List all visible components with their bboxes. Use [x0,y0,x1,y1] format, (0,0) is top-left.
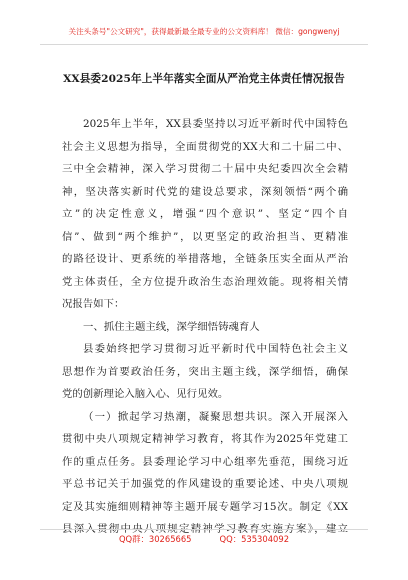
top-banner: 关注头条号"公文研究"，获得最新最全最专业的公文资料库！ 微信：gongwenyj [68,27,340,36]
body-line: 思想作为首要政治任务，突出主题主线，深学细悟，确保 [62,365,348,378]
section-heading: 一、抓住主题主线，深学细悟铸魂育人 [83,320,260,333]
header-divider [40,44,368,45]
body-line: 立”的决定性意义，增强“四个意识”、坚定“四个自 [62,208,348,220]
body-line: （一）掀起学习热潮，凝聚思想共识。深入开展深入 [83,410,348,423]
body-line: 2025年上半年，XX县委坚持以习近平新时代中国特色 [83,118,348,130]
body-line: 定及其实施细则精神等主题开展专题学习15次。制定《XX [62,500,348,513]
footer-qq: QQ：535304092 [219,534,290,544]
footer [0,533,408,545]
footer-qq-group: QQ群：30265665 [118,534,192,544]
body-line: 三中全会精神，深入学习贯彻二十届中央纪委四次全会精 [62,163,348,175]
body-line: 况报告如下： [62,298,125,310]
footer-divider [40,529,368,530]
body-line: 县深入贯彻中央八项规定精神学习教育实施方案》，建立 [62,523,348,535]
body-line: 党的创新理论入脑入心、见行见效。 [62,388,229,400]
document-title: XX县委2025年上半年落实全面从严治党主体责任情况报告 [63,73,345,85]
document-body [62,113,348,541]
body-line: 社会主义思想为指导，全面贯彻党的XX大和二十届二中、 [62,140,348,153]
body-line: 的路径设计、更系统的举措落地，全链条压实全面从严治 [62,253,348,265]
body-line: 县委始终把学习贯彻习近平新时代中国特色社会主义 [83,343,348,355]
body-line: 平总书记关于加强党的作风建设的重要论述、中央八项规 [62,478,348,490]
body-line: 贯彻中央八项规定精神学习教育，将其作为2025年党建工 [62,433,348,445]
body-line: 党主体责任，全方位提升政治生态治理效能。现将相关情 [62,275,348,288]
body-line: 作的重点任务。县委理论学习中心组率先垂范，围绕习近 [62,455,348,468]
body-line: 信”、做到“两个维护”，以更坚定的政治担当、更精准 [62,230,348,243]
body-line: 神，坚决落实新时代党的建设总要求，深刻领悟“两个确 [62,185,348,198]
